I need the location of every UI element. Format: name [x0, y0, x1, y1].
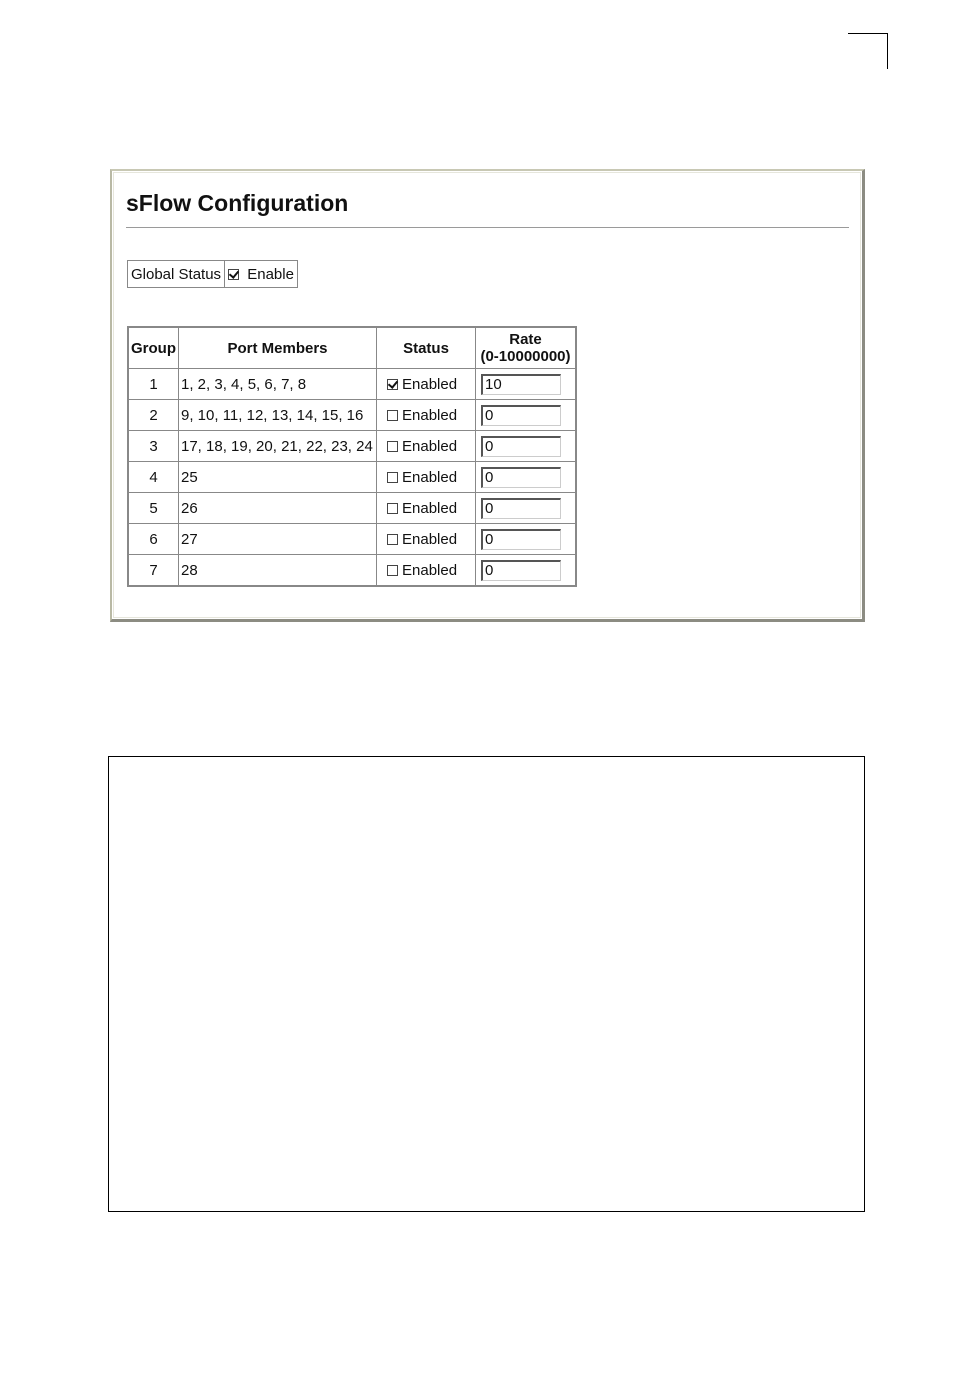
row-rate-input[interactable]	[481, 498, 561, 519]
row-status-cell[interactable]	[377, 369, 476, 400]
row-rate-cell	[476, 400, 577, 431]
row-enabled-label: Enabled	[402, 530, 458, 548]
row-group-number: 5	[128, 493, 179, 524]
crop-mark-horizontal	[848, 33, 888, 34]
header-port-members: Port Members	[179, 327, 377, 369]
row-rate-input[interactable]	[481, 436, 561, 457]
row-rate-cell	[476, 369, 577, 400]
row-rate-input[interactable]	[481, 467, 561, 488]
row-enabled-checkbox[interactable]	[387, 534, 398, 545]
blank-figure-box	[108, 756, 865, 1212]
row-group-number: 7	[128, 555, 179, 587]
row-enabled-checkbox[interactable]	[387, 410, 398, 421]
row-rate-cell	[476, 524, 577, 555]
header-status: Status	[377, 327, 476, 369]
sflow-config-window	[110, 169, 865, 622]
global-enable-checkbox[interactable]	[228, 269, 239, 280]
global-enable-label: Enable	[247, 265, 294, 283]
header-rate	[476, 327, 577, 369]
row-enabled-checkbox[interactable]	[387, 379, 398, 390]
row-port-members: 28	[179, 555, 377, 587]
row-rate-input[interactable]	[481, 405, 561, 426]
row-port-members: 27	[179, 524, 377, 555]
row-status-cell[interactable]	[377, 493, 476, 524]
row-enabled-checkbox[interactable]	[387, 565, 398, 576]
sflow-groups-table	[127, 326, 577, 587]
row-group-number: 4	[128, 462, 179, 493]
row-rate-cell	[476, 462, 577, 493]
row-rate-input[interactable]	[481, 374, 561, 395]
global-status-enable-cell[interactable]	[225, 261, 298, 288]
crop-mark-vertical	[887, 33, 888, 69]
table-row	[128, 369, 576, 400]
row-group-number: 2	[128, 400, 179, 431]
title-divider	[126, 227, 849, 228]
row-rate-input[interactable]	[481, 529, 561, 550]
table-row	[128, 493, 576, 524]
row-status-cell[interactable]	[377, 431, 476, 462]
row-port-members: 26	[179, 493, 377, 524]
row-enabled-label: Enabled	[402, 499, 458, 517]
row-enabled-label: Enabled	[402, 437, 458, 455]
row-port-members: 9, 10, 11, 12, 13, 14, 15, 16	[179, 400, 377, 431]
table-row	[128, 400, 576, 431]
row-enabled-checkbox[interactable]	[387, 472, 398, 483]
row-rate-cell	[476, 555, 577, 587]
table-header-row	[128, 327, 576, 369]
row-enabled-checkbox[interactable]	[387, 503, 398, 514]
row-status-cell[interactable]	[377, 555, 476, 587]
table-row	[128, 431, 576, 462]
row-enabled-label: Enabled	[402, 561, 458, 579]
row-enabled-label: Enabled	[402, 406, 458, 424]
row-group-number: 1	[128, 369, 179, 400]
row-port-members: 1, 2, 3, 4, 5, 6, 7, 8	[179, 369, 377, 400]
header-rate-title: Rate	[509, 331, 542, 348]
global-status-box	[127, 260, 298, 288]
row-port-members: 25	[179, 462, 377, 493]
header-rate-range: (0-10000000)	[480, 348, 571, 365]
row-group-number: 3	[128, 431, 179, 462]
row-rate-cell	[476, 493, 577, 524]
row-group-number: 6	[128, 524, 179, 555]
row-port-members: 17, 18, 19, 20, 21, 22, 23, 24	[179, 431, 377, 462]
row-enabled-label: Enabled	[402, 375, 458, 393]
table-row	[128, 462, 576, 493]
row-rate-cell	[476, 431, 577, 462]
row-rate-input[interactable]	[481, 560, 561, 581]
row-status-cell[interactable]	[377, 400, 476, 431]
row-status-cell[interactable]	[377, 524, 476, 555]
table-body	[128, 369, 576, 587]
table-row	[128, 555, 576, 587]
page-title: sFlow Configuration	[126, 190, 349, 216]
row-enabled-checkbox[interactable]	[387, 441, 398, 452]
row-status-cell[interactable]	[377, 462, 476, 493]
header-group: Group	[128, 327, 179, 369]
global-status-label: Global Status	[128, 261, 225, 288]
row-enabled-label: Enabled	[402, 468, 458, 486]
table-row	[128, 524, 576, 555]
